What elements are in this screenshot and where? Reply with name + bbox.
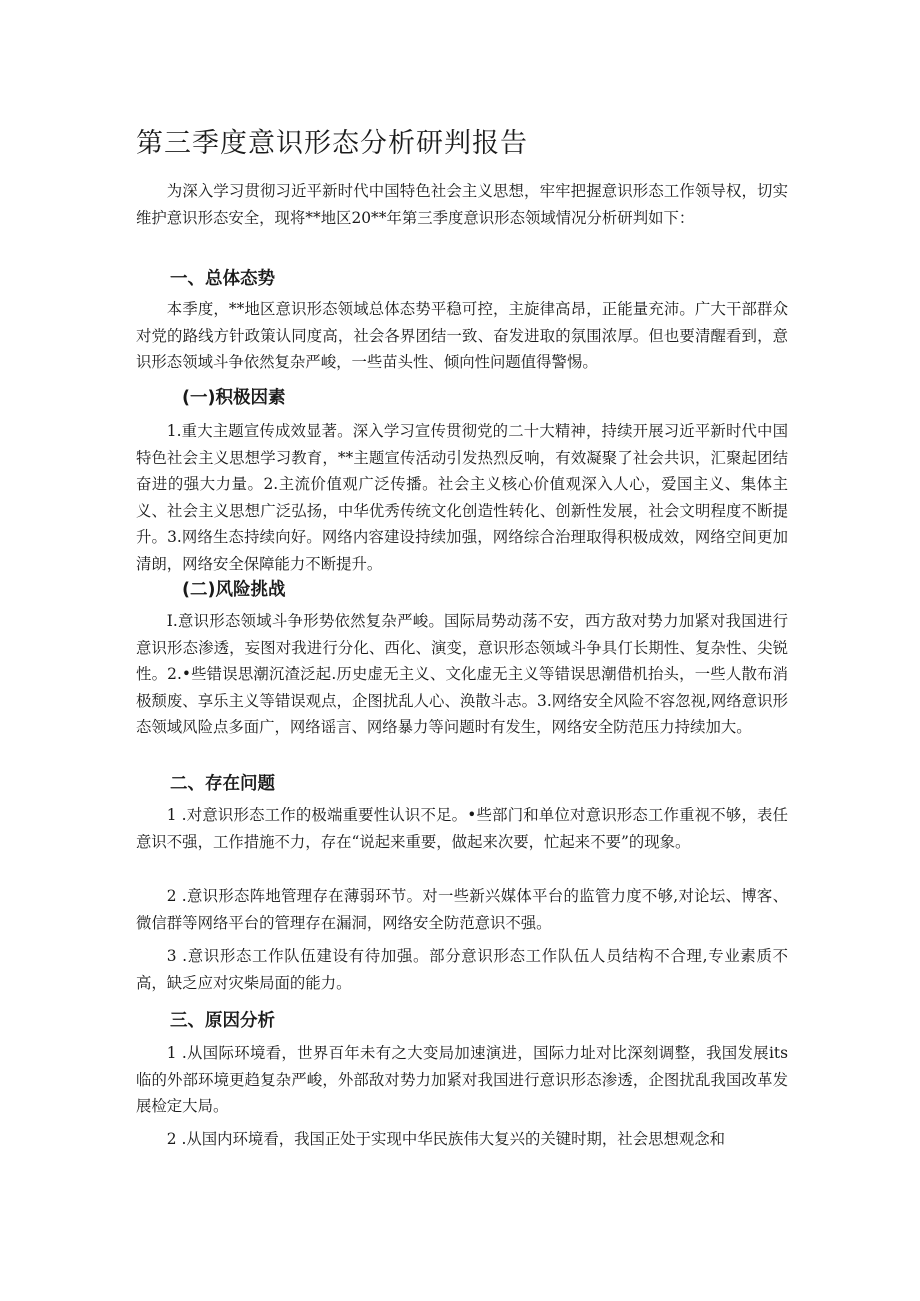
subsection-heading: (二)风险挑战 <box>182 580 286 600</box>
subsection-heading: (一)积极因素 <box>182 388 286 408</box>
subsection-paragraph: 1.重大主题宣传成效显著。深入学习宣传贯彻党的二十大精神，持续开展习近平新时代中国特色社会主义思想学习教育，**主题宣传活动引发热烈反响，有效凝聚了社会共识，汇聚起团结奋进的强大力量。2.主流价值观广泛传播。社会主义核心价值观深入人心，爱国主义、集体主义、社会主义思想广泛弘扬，中华优秀传统文化创造性转化、创新性发展，社会文明程度不断提升。3.网络生态持续向好。网络内容建设持续加强，网络综合治理取得积极成效，网络空间更加清朗，网络安全保障能力不断提升。 <box>136 422 788 573</box>
list-item: 2 .意识形态阵地管理存在薄弱环节。对一些新兴媒体平台的监管力度不够,对论坛、博客、微信群等网络平台的管理存在漏洞，网络安全防范意识不强。 <box>136 887 788 932</box>
intro-paragraph: 为深入学习贯彻习近平新时代中国特色社会主义思想，牢牢把握意识形态工作领导权，切实维护意识形态安全，现将**地区20**年第三季度意识形态领域情况分析研判如下： <box>136 182 788 227</box>
section-heading: 一、总体态势 <box>170 269 275 289</box>
list-item: 1 .从国际环境看，世界百年未有之大变局加速演进，国际力址对比深刻调整，我国发展its临的外部环境更趋复杂严峻，外部敌对势力加紧对我国进行意识形态渗透，企图扰乱我国改革发展检定大局。 <box>136 1044 788 1115</box>
section-heading: 三、原因分析 <box>170 1011 275 1031</box>
page-title: 第三季度意识形态分析研判报告 <box>136 128 528 159</box>
list-item: 1 .对意识形态工作的极端重要性认识不足。•些部门和单位对意识形态工作重视不够，表任意识不强，工作措施不力，存在“说起来重要，做起来次要，忙起来不要”的现象。 <box>136 806 788 851</box>
section-paragraph: 本季度，**地区意识形态领域总体态势平稳可控，主旋律高昂，正能量充沛。广大干部群众对党的路线方针政策认同度高，社会各界团结一致、奋发进取的氛围浓厚。但也要清醒看到，意识形态领域斗争依然复杂严峻，一些苗头性、倾向性问题值得警惕。 <box>136 300 788 371</box>
list-item: 3 .意识形态工作队伍建设有待加强。部分意识形态工作队伍人员结构不合理,专业素质不高，缺乏应对灾柴局面的能力。 <box>136 947 788 992</box>
section-heading: 二、存在问题 <box>170 774 275 794</box>
subsection-paragraph: I.意识形态领域斗争形势依然复杂严峻。国际局势动荡不安，西方敌对势力加紧对我国进行意识形态渗透，妄图对我进行分化、西化、演变，意识形态领域斗争具仃长期性、复杂性、尖锐性。2.•些错误思潮沉渣泛起.历史虚无主义、文化虚无主义等错误思潮借机抬头，一些人散布消极颓废、享乐主义等错误观点，企图扰乱人心、涣散斗志。3.网络安全风险不容忽视,网络意识形态领域风险点多面广，网络谣言、网络暴力等问题时有发生，网络安全防范压力持续加大。 <box>136 612 788 736</box>
list-item: 2 .从国内环境看，我国正处于实现中华民族伟大复兴的关键时期，社会思想观念和 <box>166 1130 726 1148</box>
